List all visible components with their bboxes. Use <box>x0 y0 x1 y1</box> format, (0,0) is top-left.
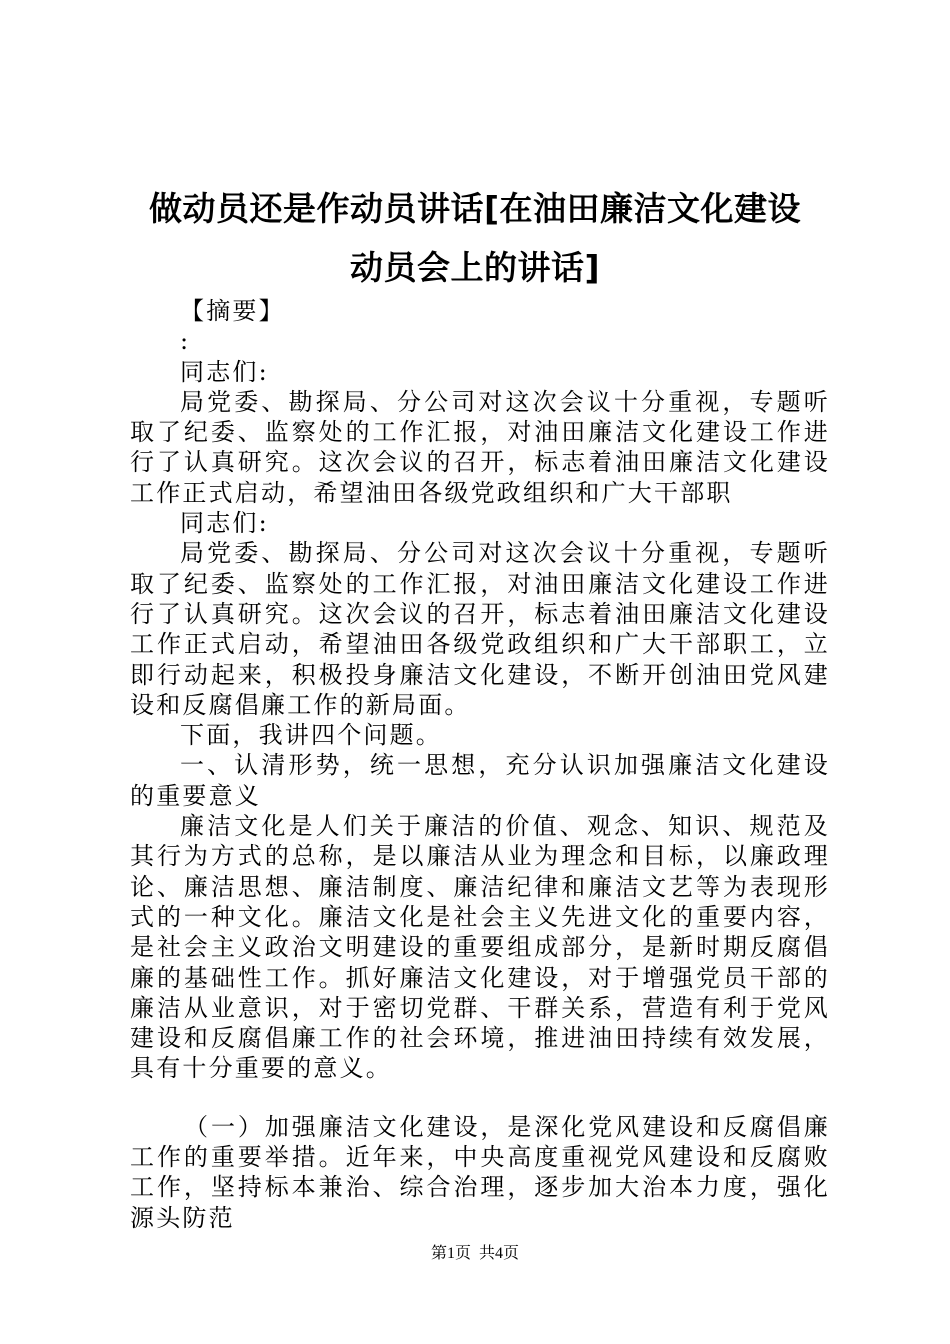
salutation: 同志们: <box>180 509 269 538</box>
page-number: 第1页 <box>430 1245 471 1262</box>
body-paragraph: 下面，我讲四个问题。 <box>180 721 442 750</box>
abstract-content: : <box>180 327 191 356</box>
abstract-heading: 【摘要】 <box>180 297 285 325</box>
body-paragraph: 局党委、勘探局、分公司对这次会议十分重视，专题听取了纪委、监察处的工作汇报，对油田廉洁文化建设工作进行了认真研究。这次会议的召开，标志着油田廉洁文化建设工作正式启动，希望油田各级党政组织和广大干部职工，立即行动起来，积极投身廉洁文化建设，不断开创油田党风建设和反腐倡廉工作的新局面。 <box>130 539 830 719</box>
body-paragraph: 廉洁文化是人们关于廉洁的价值、观念、知识、规范及其行为方式的总称，是以廉洁从业为理念和目标，以廉政理论、廉洁思想、廉洁制度、廉洁纪律和廉洁文艺等为表现形式的一种文化。廉洁文化是社会主义先进文化的重要内容，是社会主义政治文明建设的重要组成部分，是新时期反腐倡廉的基础性工作。抓好廉洁文化建设，对于增强党员干部的廉洁从业意识，对于密切党群、干群关系，营造有利于党风建设和反腐倡廉工作的社会环境，推进油田持续有效发展，具有十分重要的意义。 <box>130 812 830 1083</box>
salutation: 同志们: <box>180 357 269 386</box>
page-footer <box>0 1244 950 1264</box>
document-title-line-2: 动员会上的讲话] <box>349 248 601 287</box>
section-heading: 一、认清形势，统一思想，充分认识加强廉洁文化建设的重要意义 <box>130 751 830 810</box>
page-total: 共4页 <box>479 1245 520 1262</box>
document-title-line-1: 做动员还是作动员讲话[在油田廉洁文化建设 <box>148 189 802 228</box>
subsection-paragraph: （一）加强廉洁文化建设，是深化党风建设和反腐倡廉工作的重要举措。近年来，中央高度重视党风建设和反腐败工作，坚持标本兼治、综合治理，逐步加大治本力度，强化源头防范 <box>130 1112 830 1232</box>
body-paragraph: 局党委、勘探局、分公司对这次会议十分重视，专题听取了纪委、监察处的工作汇报，对油田廉洁文化建设工作进行了认真研究。这次会议的召开，标志着油田廉洁文化建设工作正式启动，希望油田各级党政组织和广大干部职 <box>130 387 830 507</box>
document-body <box>130 296 830 1233</box>
